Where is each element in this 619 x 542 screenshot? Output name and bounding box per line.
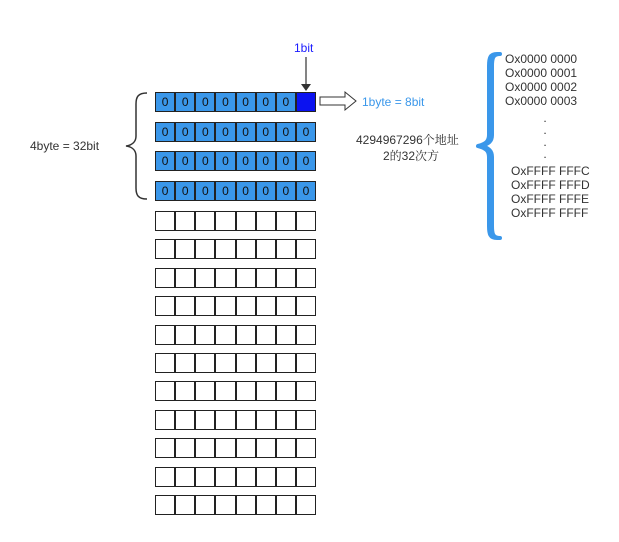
address-item: Ox0000 0001: [505, 66, 578, 80]
bit-cell: 0: [175, 92, 195, 112]
bit-cell: 0: [215, 181, 235, 201]
bit-cell: 0: [155, 151, 175, 171]
ellipsis-dot: .: [543, 135, 547, 149]
bit-cell: 0: [215, 151, 235, 171]
bit-cell: 0: [155, 122, 175, 142]
bit-cell: 0: [256, 92, 276, 112]
address-item: Ox0000 0000: [505, 52, 578, 66]
bit-cell: 0: [195, 122, 215, 142]
ellipsis-dot: .: [543, 123, 547, 137]
bit-pointer-arrowhead: [301, 84, 311, 91]
bit-cell: 0: [296, 122, 316, 142]
address-item: Ox0000 0003: [505, 94, 578, 108]
address-item: OxFFFF FFFD: [511, 178, 590, 192]
bit-cell: 0: [195, 92, 215, 112]
bit-label: 1bit: [294, 41, 314, 55]
address-item: OxFFFF FFFC: [511, 164, 590, 178]
bit-cell: 0: [155, 92, 175, 112]
bit-cell: 0: [256, 122, 276, 142]
word-size-label: 4byte = 32bit: [30, 139, 100, 153]
address-item: OxFFFF FFFE: [511, 192, 589, 206]
bit-cell: 0: [195, 151, 215, 171]
bit-cell: 0: [215, 92, 235, 112]
address-item: Ox0000 0002: [505, 80, 578, 94]
bit-cell: 0: [276, 92, 296, 112]
address-power-label: 2的32次方: [383, 149, 440, 163]
bit-cell: 0: [236, 122, 256, 142]
address-brace-icon: [478, 54, 500, 238]
bit-cell: 0: [256, 151, 276, 171]
address-item: OxFFFF FFFF: [511, 206, 589, 220]
bit-cell: 0: [155, 181, 175, 201]
bit-cell: 0: [175, 122, 195, 142]
bit-cell: 0: [175, 181, 195, 201]
bit-cell: 0: [296, 181, 316, 201]
ellipsis-dot: .: [543, 111, 547, 125]
bit-cell: 0: [256, 181, 276, 201]
bit-cell: 0: [276, 122, 296, 142]
bit-cell: 0: [236, 151, 256, 171]
bit-cell: 0: [236, 181, 256, 201]
ellipsis-dot: .: [543, 147, 547, 161]
bit-cell: 0: [276, 151, 296, 171]
bit-cell: 0: [175, 151, 195, 171]
bit-cell: 0: [276, 181, 296, 201]
bit-cell: 0: [195, 181, 215, 201]
bit-cell: 0: [236, 92, 256, 112]
address-count-label: 4294967296个地址: [356, 133, 459, 147]
word-brace-icon: [126, 93, 147, 199]
byte-hollow-arrow: [320, 92, 356, 110]
bit-cell: 0: [296, 151, 316, 171]
bit-cell: 0: [215, 122, 235, 142]
byte-label: 1byte = 8bit: [362, 95, 425, 109]
